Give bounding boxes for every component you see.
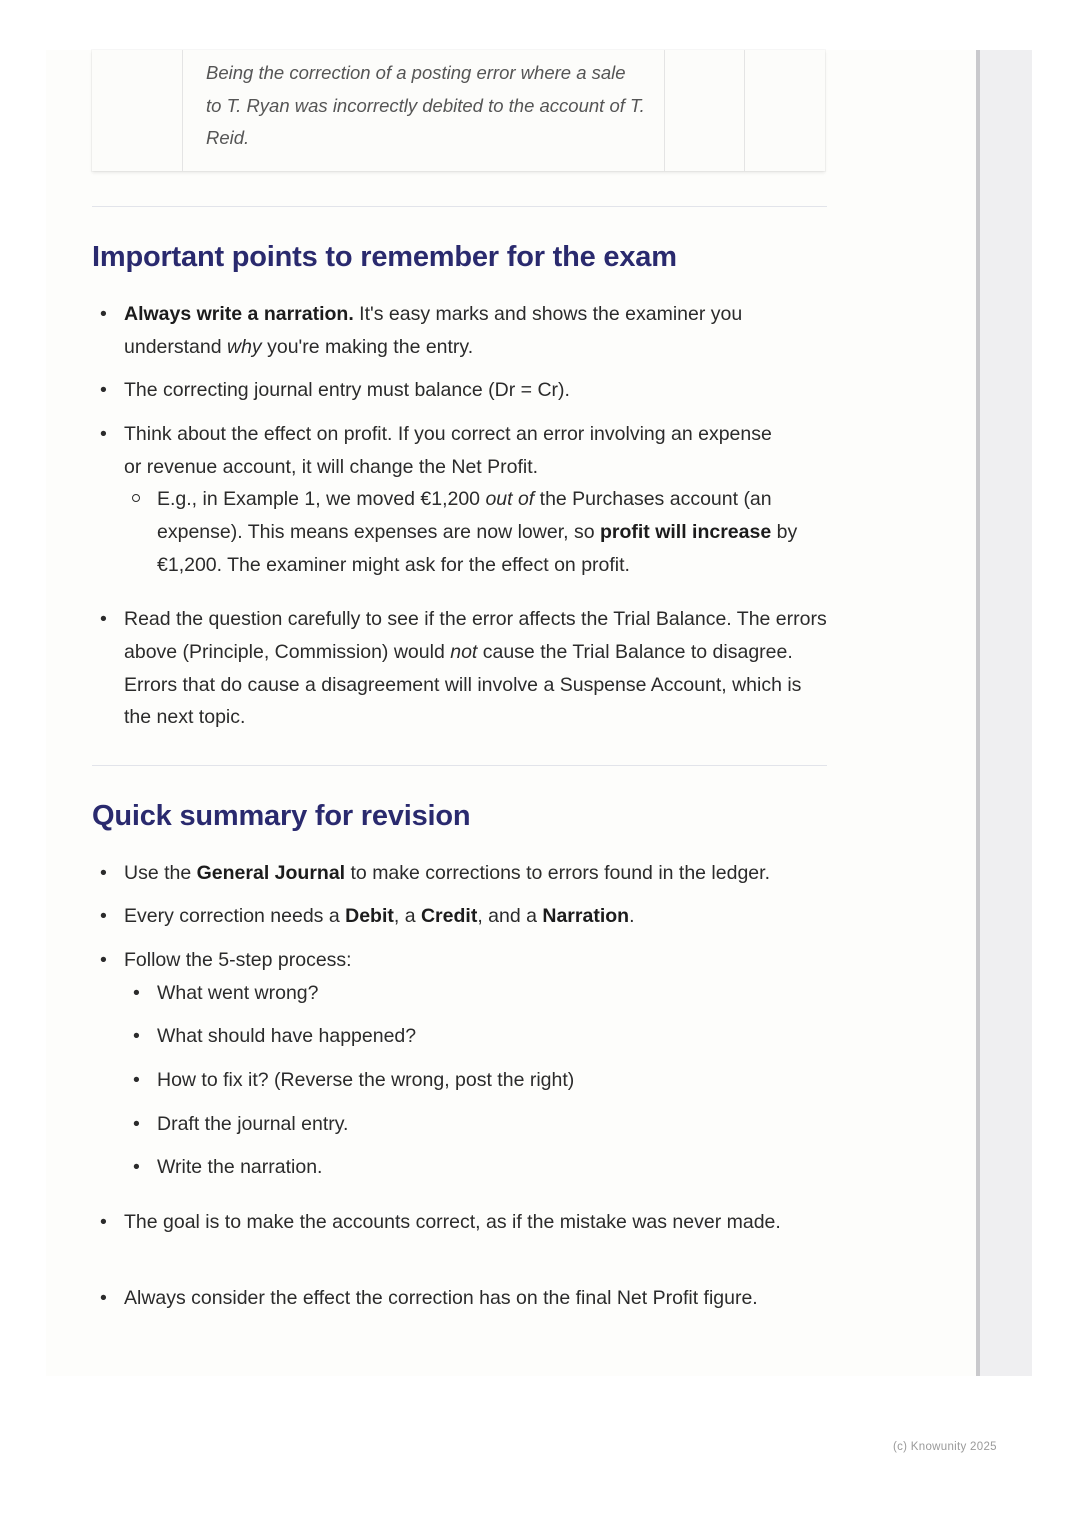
list-item [124,900,824,933]
bullet-icon: • [100,1211,107,1233]
section-divider [92,765,827,766]
section-divider [92,206,827,207]
scrollbar-thumb[interactable] [976,50,980,1376]
list-item [124,298,814,364]
list-item-text: the Purchases account (an expense). This means expenses are now lower, so [157,488,772,543]
list-item: The correcting journal entry must balance (Dr = Cr). [124,379,570,401]
list-item-text: Read the question carefully to see if the error affects the Trial Balance. The errors above (Principle, Commission) would [124,608,827,663]
list-item-text: to make corrections to errors found in the ledger. [345,862,770,884]
step-item: What went wrong? [157,982,319,1004]
bullet-icon: • [133,1025,140,1047]
step-item: Write the narration. [157,1156,323,1178]
table-column-divider [182,50,183,171]
list-item-text: Every correction needs a [124,905,346,927]
list-item-text: cause the Trial Balance to disagree. Errors that do cause a disagreement will involve a Suspense Account, which is the next topic. [124,640,802,729]
step-item: Draft the journal entry. [157,1113,349,1135]
emphasis-text: Credit [420,905,478,927]
table-column-divider [664,50,665,171]
list-item-text: you're making the entry. [261,335,474,358]
emphasis-text: General Journal [196,862,346,884]
bullet-icon: • [100,608,107,630]
exam-points-heading: Important points to remember for the exam [92,241,677,273]
journal-table [92,50,825,171]
italic-text: not [450,640,478,663]
emphasis-text: Debit [345,905,394,927]
list-item-text: It's easy marks and shows the examiner you understand [124,303,743,358]
list-item-text: Use the [124,862,197,884]
bullet-icon: • [100,862,107,884]
list-item [124,857,844,890]
bullet-icon: • [100,949,107,971]
list-item-text: E.g., in Example 1, we moved €1,200 [157,488,486,510]
list-item-text: , a [393,905,421,927]
bullet-icon: • [133,982,140,1004]
emphasis-text: profit will increase [599,520,772,543]
bullet-icon: • [133,1156,140,1178]
sub-list-item [157,483,837,581]
list-item-text: . [629,905,635,927]
table-column-divider [744,50,745,171]
list-item: Follow the 5-step process: [124,949,352,971]
italic-text: why [227,335,262,358]
emphasis-text: Narration [542,905,630,927]
step-item: What should have happened? [157,1025,417,1047]
bullet-icon: • [100,303,107,325]
step-item: How to fix it? (Reverse the wrong, post the right) [157,1069,575,1091]
copyright-footer: (c) Knowunity 2025 [893,1441,997,1453]
list-item: Always consider the effect the correction has on the final Net Profit figure. [124,1287,758,1309]
list-item [124,603,829,734]
list-item-text: by €1,200. The examiner might ask for the effect on profit. [157,520,798,576]
list-item-text: , and a [477,905,543,927]
bullet-icon: • [100,905,107,927]
sub-bullet-icon [132,494,140,502]
italic-text: out of [485,488,535,510]
bullet-icon: • [100,379,107,401]
bullet-icon: • [133,1113,140,1135]
scrollbar-track[interactable] [976,50,1032,1376]
journal-narration: Being the correction of a posting error where a sale to T. Ryan was incorrectly debited to the account of T. Reid. [206,62,645,148]
list-item: The goal is to make the accounts correct, as if the mistake was never made. [124,1211,781,1233]
summary-heading: Quick summary for revision [92,800,471,832]
bullet-icon: • [133,1069,140,1091]
emphasis-text: Always write a narration. [124,303,354,325]
bullet-icon: • [100,1287,107,1309]
bullet-icon: • [100,423,107,445]
list-item: Think about the effect on profit. If you correct an error involving an expense or revenue account, it will change the Net Profit. [124,423,772,478]
